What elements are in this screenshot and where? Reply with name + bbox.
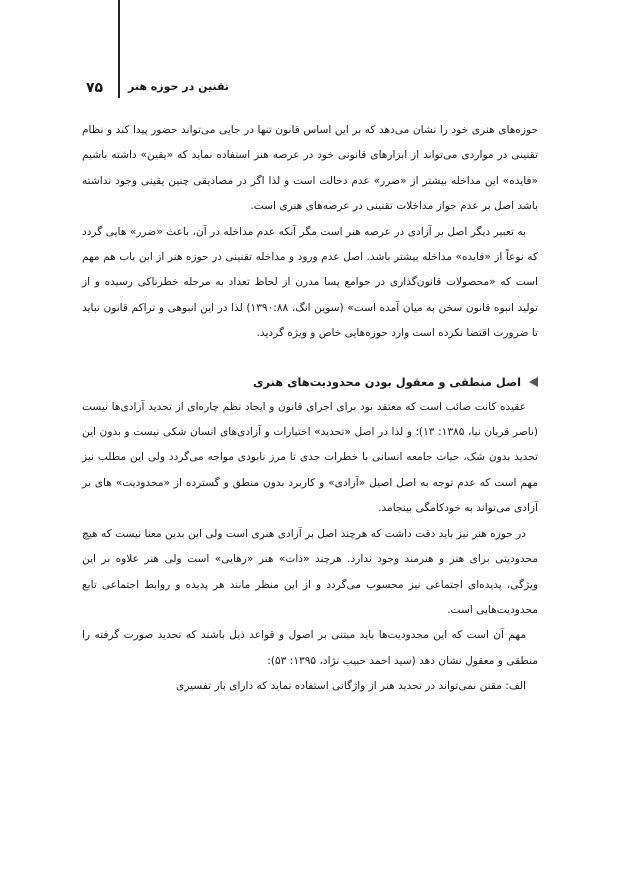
triangle-bullet-icon [529, 377, 538, 387]
paragraph-6: الف: مقنن نمی‌تواند در تحدید هنر از واژگانی استفاده نماید که دارای بار تفسیری [176, 680, 526, 693]
section-heading [82, 369, 538, 395]
page-number: ۷۵ [86, 80, 104, 96]
header-rule [118, 0, 120, 98]
page-header [0, 72, 624, 102]
paragraph-2: به تعبیر دیگر اصل بر آزادی در عرصه هنر است مگر آنکه عدم مداخله در آن، باعث «ضرر» هایی گردد که نوعاً از «فایده» مداخله بیشتر باشد. اصل عدم ورود و مداخله تقنینی در حوزه هنر از این باب هم مهم است که «محصولات قانون‌گذاری در جوامع پسا مدرن از لحاظ تعداد به مرحله خطرناکی رسیده و از تولید انبوه قانون سخن به میان آمده است» (سوین انگ، ۱۳۹۰:۸۸) لذا در این انبوهی و تراکم قانون نباید تا ضرورت اقتضا نکرده است وارد حوزه‌هایی خاص و ویژه گردید. [82, 225, 538, 340]
paragraph-1: حوزه‌های هنری خود را نشان می‌دهد که بر این اساس قانون تنها در جایی می‌تواند حضور پیدا کند و نظام تقنینی در مواردی می‌تواند از ابزارهای قانونی خود در عرصه هنر استفاده نماید که «یقین» داشته باشیم «فایده» این مداخله بیشتر از «ضرر» عدم دخالت است و لذا اگر در مصادیقی چنین یقینی وجود نداشته باشد اصل بر عدم جواز مداخلات تقنینی در عرصه‌های هنری است. [82, 124, 538, 213]
paragraph-4: در حوزه هنر نیز باید دقت داشت که هرچند اصل بر آزادی هنری است ولی این بدین معنا نیست که هیچ محدودیتی برای هنر و هنرمند وجود ندارد. هرچند «ذات» هنر «رهایی» است ولی هنر علاوه بر این ویژگی، پدیده‌ای اجتماعی نیز محسوب می‌گردد و از این منظر مانند هر پدیده و روابط اجتماعی تابع محدودیت‌هایی است. [82, 527, 538, 616]
running-head: تقنین در حوزه هنر [128, 80, 230, 93]
paragraph-3: عقیده کانت صائب است که معتقد بود برای اجرای قانون و ایجاد نظم چاره‌ای از تحدید آزادی‌ها نیست (ناصر قربان نیا، ۱۳۸۵: ۱۳)؛ و لذا در اصل «تحدید» اختیارات و آزادی‌های انسان شکی نیست و بدون این تحدید بدون شک، حیات جامعه انسانی با خطرات جدی تا مرز نابودی مواجه می‌گردد ولی این مطلب نیز مهم است که عدم توجه به اصل اصیل «آزادی» و کاربرد بدون منطق و گسترده از «محدودیت» های بر آزادی می‌تواند به خودکامگی بینجامد. [82, 400, 539, 515]
section-heading-text: اصل منطقی و معقول بودن محدودیت‌های هنری [253, 374, 521, 389]
body-text [82, 118, 538, 700]
paragraph-5: مهم آن است که این محدودیت‌ها باید مبتنی بر اصول و قواعد ذیل باشند که تحدید صورت گرفته را منطقی و معقول نشان دهد (سید احمد حبیب نژاد، ۱۳۹۵: ۵۳): [82, 629, 538, 667]
